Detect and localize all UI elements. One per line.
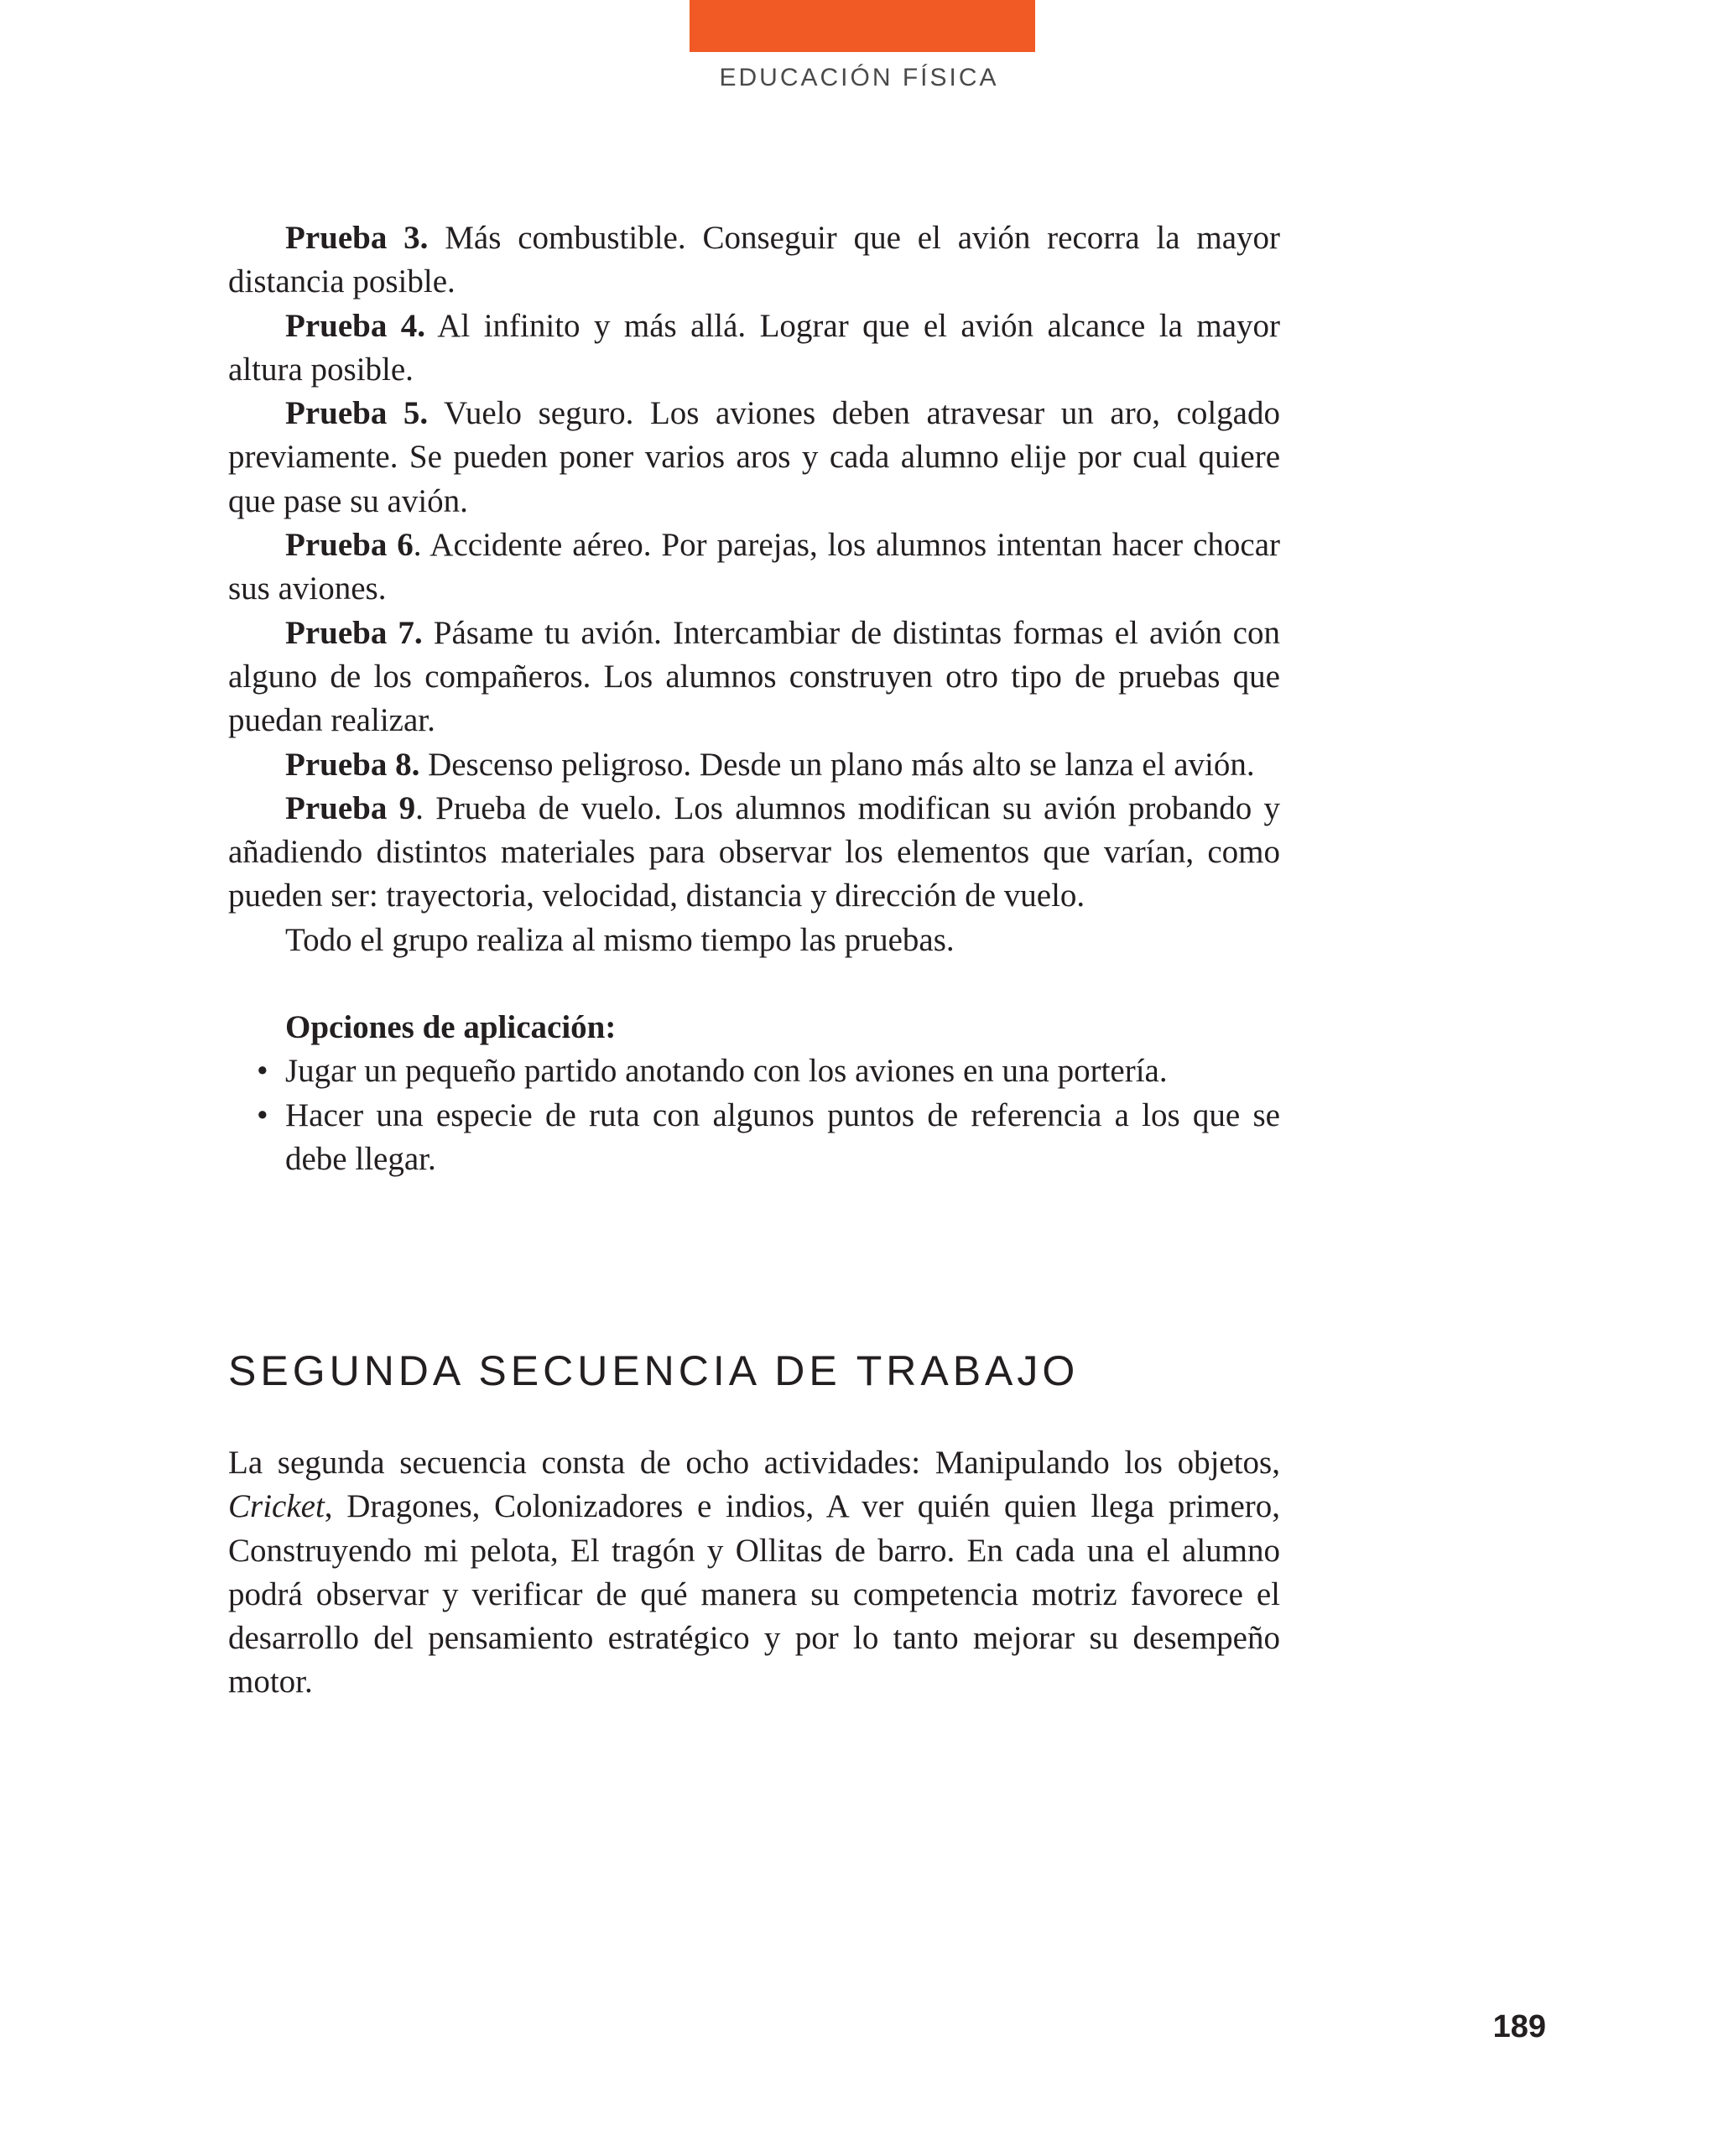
test-label: Prueba 9 [285, 789, 416, 826]
list-item-text: Hacer una especie de ruta con algunos puntos de referencia a los que se debe llegar. [285, 1096, 1280, 1177]
section-title: SEGUNDA SECUENCIA DE TRABAJO [228, 1347, 1080, 1394]
test-text: Al infinito y más allá. Lograr que el avión alcance la mayor altura posible. [228, 307, 1280, 388]
list-item [257, 1049, 1280, 1093]
list-item-text: Jugar un pequeño partido anotando con los aviones en una portería. [285, 1053, 1168, 1090]
test-paragraph-3 [228, 216, 1280, 305]
test-paragraph-4 [228, 305, 1280, 393]
options-heading: Opciones de aplicación: [285, 1009, 617, 1046]
test-label: Prueba 7. [285, 614, 423, 651]
test-paragraph-6 [228, 523, 1280, 612]
test-label: Prueba 5. [285, 395, 429, 432]
options-list [228, 1049, 1280, 1181]
test-label: Prueba 4. [285, 307, 425, 344]
test-paragraph-5 [228, 392, 1280, 523]
test-text: . Prueba de vuelo. Los alumnos modifican su avión probando y añadiendo distintos materiales para observar los elementos que varían, como pueden ser: trayectoria, velocidad, distancia y dirección de vuelo. [228, 789, 1280, 914]
header-accent-bar [690, 0, 1035, 52]
test-label: Prueba 8. [285, 746, 420, 783]
test-paragraph-7 [228, 612, 1280, 743]
test-label: Prueba 6 [285, 527, 414, 564]
section-body [228, 1441, 1280, 1705]
closing-line: Todo el grupo realiza al mismo tiempo las pruebas. [285, 921, 955, 958]
test-text: Pásame tu avión. Intercambiar de distintas formas el avión con alguno de los compañeros. Los alumnos construyen otro tipo de pruebas que puedan realizar. [228, 614, 1280, 739]
running-header: EDUCACIÓN FÍSICA [719, 64, 999, 91]
section-body-end: , Dragones, Colonizadores e indios, A ver quién quien llega primero, Construyendo mi pelota, El tragón y Ollitas de barro. En cada una el alumno podrá observar y verificar de qué manera su competencia motriz favorece el desarrollo del pensamiento estratégico y por lo tanto mejorar su desempeño motor. [228, 1488, 1280, 1700]
section-body-start: La segunda secuencia consta de ocho actividades: Manipulando los objetos, [228, 1445, 1280, 1481]
test-paragraph-8 [228, 743, 1280, 787]
test-text: Descenso peligroso. Desde un plano más alto se lanza el avión. [419, 746, 1255, 783]
spacer [228, 962, 1280, 1006]
page-number: 189 [1492, 2009, 1546, 2044]
section-body-italic: Cricket [228, 1488, 325, 1525]
test-text: . Accidente aéreo. Por parejas, los alumnos intentan hacer chocar sus aviones. [228, 527, 1280, 607]
test-paragraph-9 [228, 787, 1280, 919]
main-content [228, 216, 1280, 1181]
list-item [257, 1094, 1280, 1182]
bullet-icon: • [257, 1096, 268, 1133]
bullet-icon: • [257, 1053, 268, 1090]
test-text: Vuelo seguro. Los aviones deben atravesar un aro, colgado previamente. Se pueden poner varios aros y cada alumno elije por cual quiere que pase su avión. [228, 395, 1280, 519]
test-text: Más combustible. Conseguir que el avión recorra la mayor distancia posible. [228, 220, 1280, 300]
test-label: Prueba 3. [285, 220, 429, 256]
